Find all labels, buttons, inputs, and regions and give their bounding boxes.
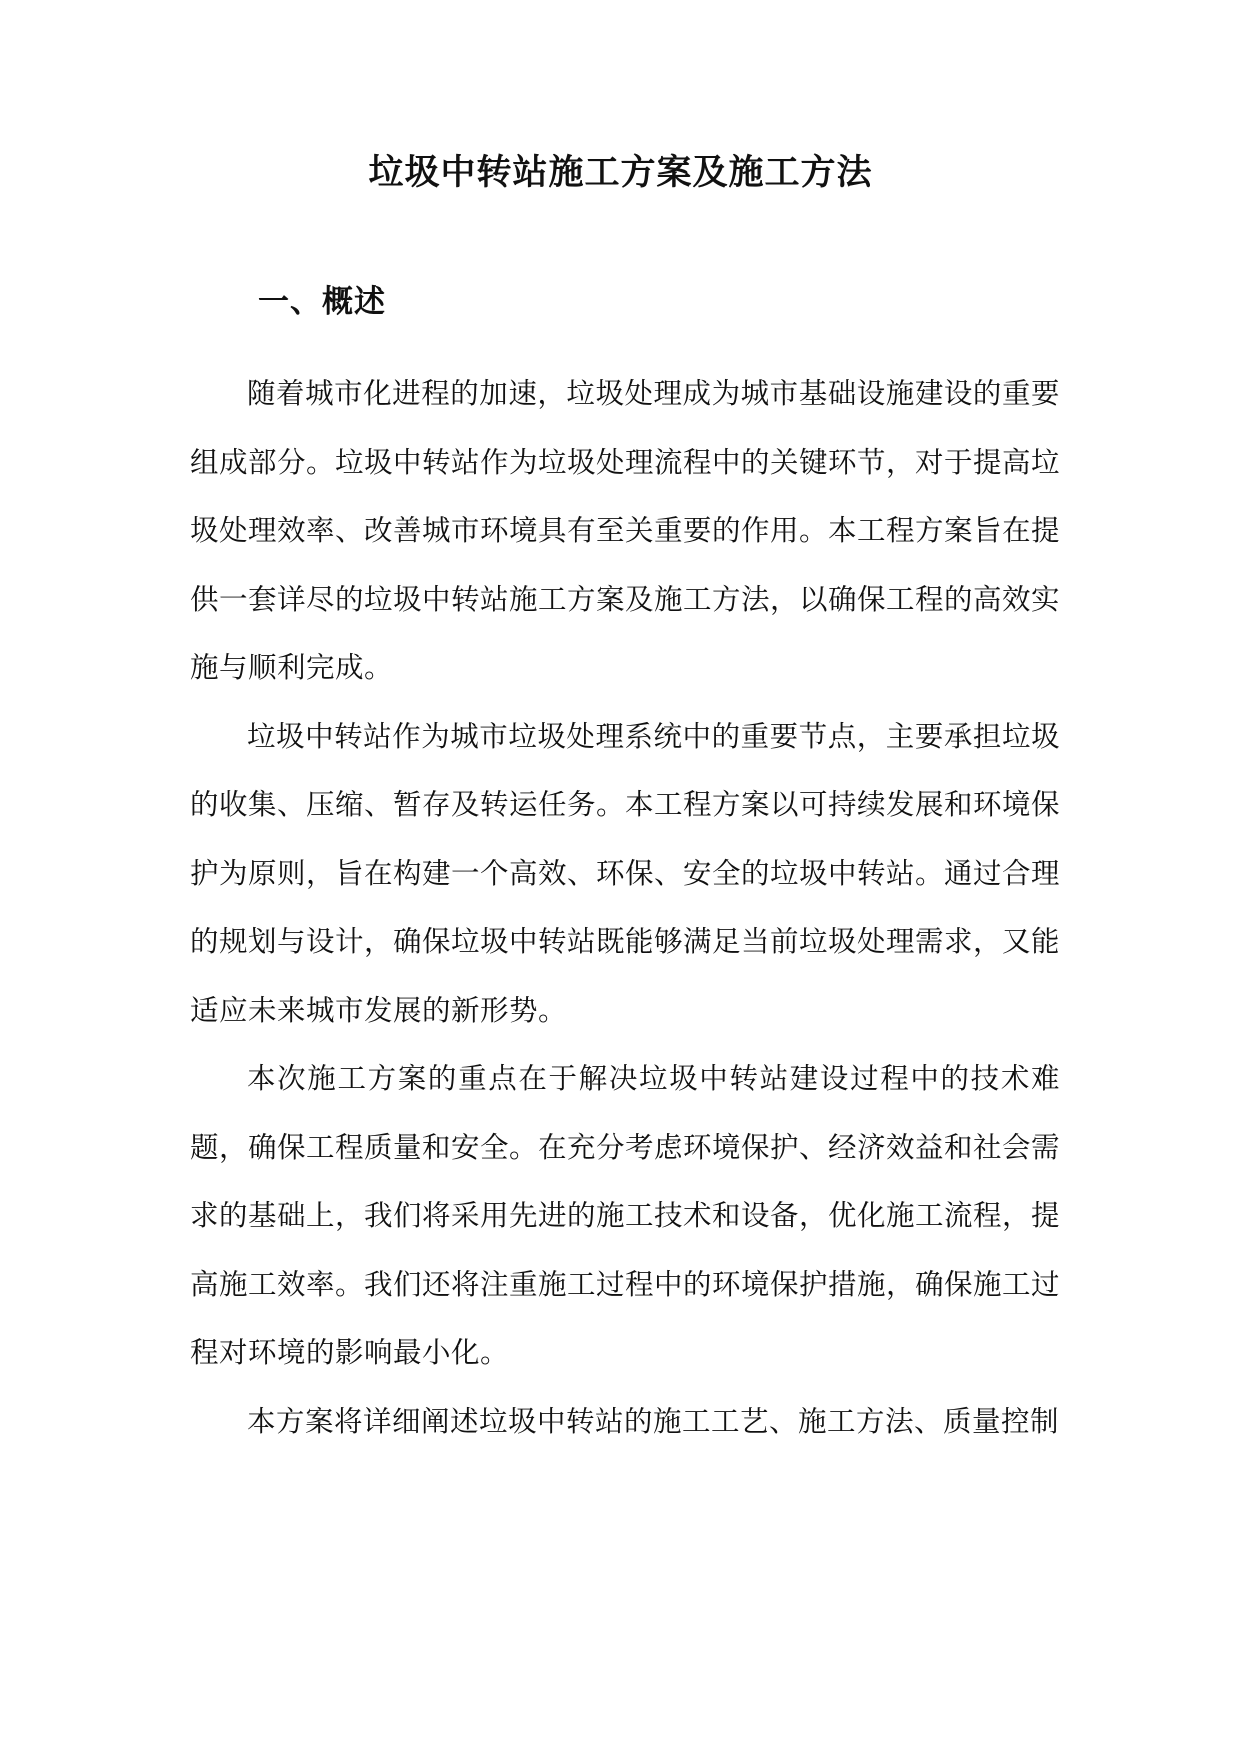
body-text [190, 360, 1060, 1456]
section-heading-overview: 一、概述 [258, 284, 386, 320]
paragraph-2: 垃圾中转站作为城市垃圾处理系统中的重要节点，主要承担垃圾的收集、压缩、暂存及转运任务。本工程方案以可持续发展和环境保护为原则，旨在构建一个高效、环保、安全的垃圾中转站。通过合理的规划与设计，确保垃圾中转站既能够满足当前垃圾处理需求，又能适应未来城市发展的新形势。 [190, 719, 1061, 1027]
paragraph-3: 本次施工方案的重点在于解决垃圾中转站建设过程中的技术难题，确保工程质量和安全。在充分考虑环境保护、经济效益和社会需求的基础上，我们将采用先进的施工技术和设备，优化施工流程，提高施工效率。我们还将注重施工过程中的环境保护措施，确保施工过程对环境的影响最小化。 [190, 1062, 1061, 1369]
paragraph-4: 本方案将详细阐述垃圾中转站的施工工艺、施工方法、质量控制 [247, 1404, 1060, 1438]
document-title: 垃圾中转站施工方案及施工方法 [368, 152, 873, 193]
paragraph-1: 随着城市化进程的加速，垃圾处理成为城市基础设施建设的重要组成部分。垃圾中转站作为垃圾处理流程中的关键环节，对于提高垃圾处理效率、改善城市环境具有至关重要的作用。本工程方案旨在提供一套详尽的垃圾中转站施工方案及施工方法，以确保工程的高效实施与顺利完成。 [190, 377, 1061, 684]
